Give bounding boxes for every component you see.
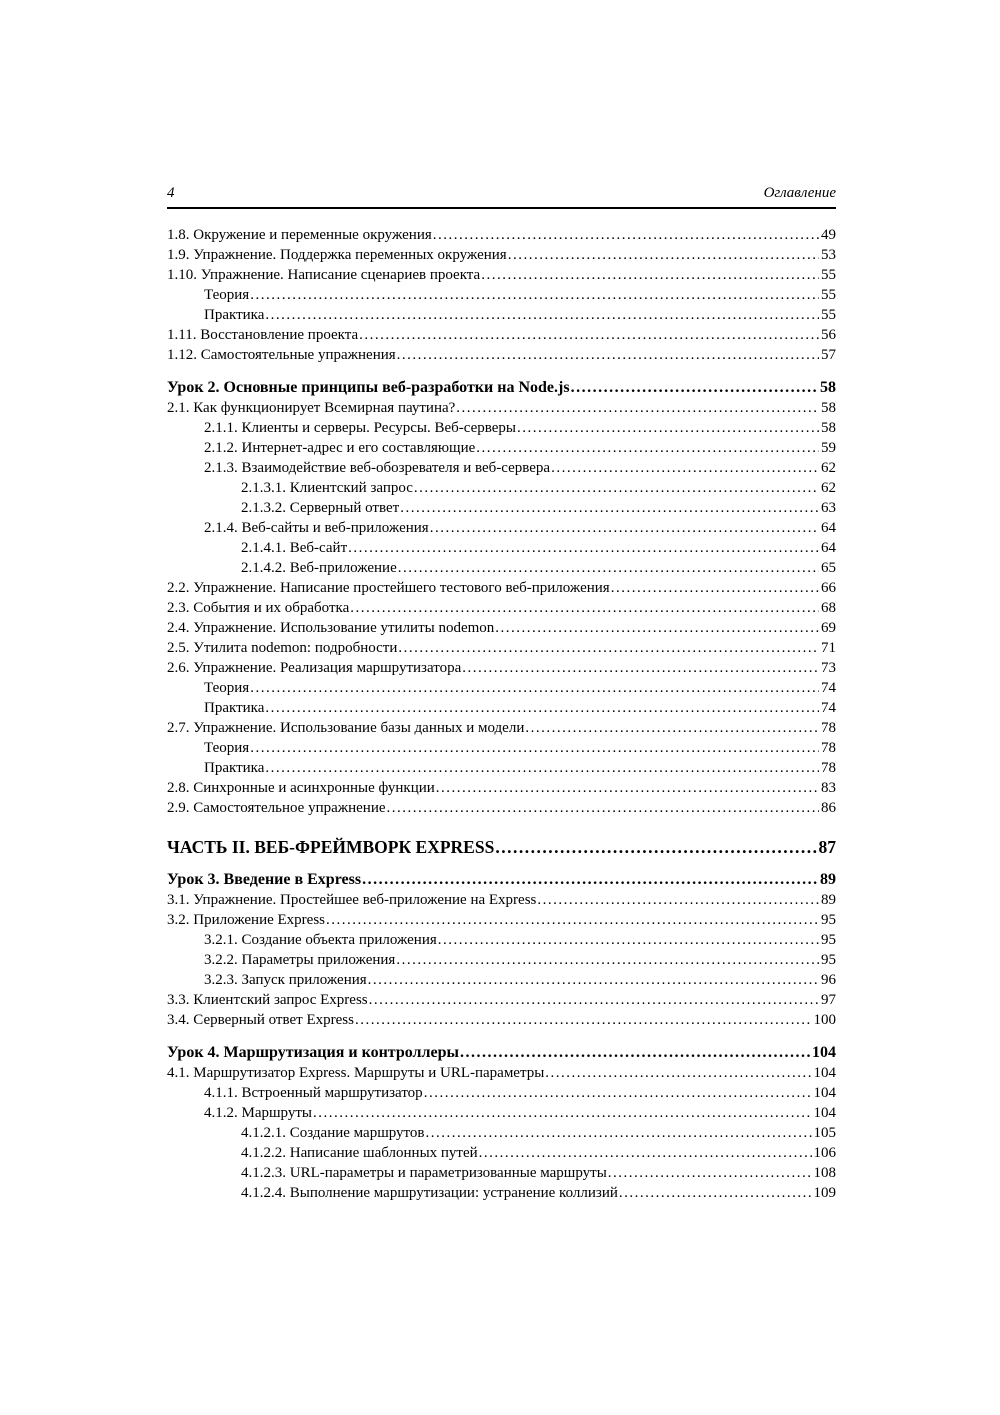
dot-leader [571,378,818,398]
toc-entry-page: 73 [821,660,836,676]
dot-leader [250,678,819,698]
toc-entry-label: 2.1.4.2. Веб-приложение [241,560,397,576]
toc-entry-page: 53 [821,247,836,263]
toc-entry-label: 2.4. Упражнение. Использование утилиты nodemon [167,620,495,636]
toc-entry-page: 95 [821,952,836,968]
toc-entry-label: 2.5. Утилита nodemon: подробности [167,640,398,656]
toc-entry [167,438,836,458]
toc-entry-page: 100 [813,1012,836,1028]
page-number: 4 [167,185,175,201]
toc-entry-label: 4.1. Маршрутизатор Express. Маршруты и URL-параметры [167,1065,545,1081]
toc-entry [167,478,836,498]
toc-entry [167,698,836,718]
dot-leader [551,458,819,478]
toc-entry-page: 78 [821,760,836,776]
toc-entry [167,798,836,818]
toc-entry-page: 68 [821,600,836,616]
toc-entry-label: 2.1.1. Клиенты и серверы. Ресурсы. Веб-серверы [204,420,516,436]
toc-entry-label: 2.1.2. Интернет-адрес и его составляющие [204,440,476,456]
toc-entry-label: Теория [204,287,250,303]
dot-leader [250,285,819,305]
toc-entry-label: 2.1. Как функционирует Всемирная паутина? [167,400,456,416]
dot-leader [326,910,819,930]
dot-leader [414,478,819,498]
toc-entry [167,1103,836,1123]
toc-entry-label: 3.2.1. Создание объекта приложения [204,932,437,948]
toc-entry-label: 4.1.2. Маршруты [204,1105,312,1121]
toc-entry-page: 55 [821,267,836,283]
toc-entry-label: 4.1.2.3. URL-параметры и параметризованные маршруты [241,1165,607,1181]
toc-entry [167,970,836,990]
dot-leader [313,1103,812,1123]
dot-leader [462,658,819,678]
toc-entry-page: 55 [821,287,836,303]
dot-leader [369,990,819,1010]
toc-entry-page: 49 [821,227,836,243]
toc-entry [167,285,836,305]
toc-entry-page: 83 [821,780,836,796]
toc-entry-page: 58 [820,379,836,396]
toc-entry-label: 1.10. Упражнение. Написание сценариев проекта [167,267,481,283]
toc-entry-page: 108 [813,1165,836,1181]
toc-entry [167,1043,836,1063]
toc-entry-label: 2.9. Самостоятельное упражнение [167,800,386,816]
toc-entry-page: 95 [821,932,836,948]
dot-leader [545,1063,811,1083]
toc-entry [167,345,836,365]
dot-leader [348,538,819,558]
toc-entry [167,870,836,890]
dot-leader [495,837,816,857]
dot-leader [355,1010,812,1030]
toc-entry-label: ЧАСТЬ II. ВЕБ-ФРЕЙМВОРК EXPRESS [167,837,495,857]
toc-entry-page: 59 [821,440,836,456]
dot-leader [424,1083,812,1103]
toc-entry [167,1183,836,1203]
toc-entry-page: 104 [813,1105,836,1121]
dot-leader [495,618,819,638]
toc-entry-label: 2.1.3.2. Серверный ответ [241,500,400,516]
toc-entry-label: 4.1.2.1. Создание маршрутов [241,1125,425,1141]
page-header [167,185,836,207]
dot-leader [368,970,819,990]
toc-entry-label: 3.4. Серверный ответ Express [167,1012,354,1028]
toc-entry-page: 78 [821,740,836,756]
dot-leader [438,930,819,950]
dot-leader [481,265,819,285]
toc-entry-page: 64 [821,540,836,556]
toc-entry-page: 71 [821,640,836,656]
toc-entry-page: 87 [818,837,836,857]
toc-entry-page: 57 [821,347,836,363]
toc-entry-label: Теория [204,740,250,756]
toc-entry-page: 58 [821,400,836,416]
toc-entry-page: 74 [821,700,836,716]
toc-entry [167,518,836,538]
dot-leader [400,498,819,518]
toc-entry-label: 3.3. Клиентский запрос Express [167,992,368,1008]
toc-entry [167,618,836,638]
dot-leader [398,638,819,658]
toc-entry-label: Практика [204,700,265,716]
toc-entry-page: 104 [812,1044,836,1061]
toc-entry [167,498,836,518]
toc-entry [167,1010,836,1030]
dot-leader [476,438,819,458]
toc-entry-label: 1.9. Упражнение. Поддержка переменных окружения [167,247,507,263]
toc-entry-label: 4.1.2.2. Написание шаблонных путей [241,1145,478,1161]
toc-entry [167,598,836,618]
toc-entry [167,930,836,950]
toc-entry [167,758,836,778]
toc-entry-label: 2.6. Упражнение. Реализация маршрутизатора [167,660,462,676]
toc-entry-label: 4.1.1. Встроенный маршрутизатор [204,1085,423,1101]
dot-leader [359,325,819,345]
dot-leader [525,718,819,738]
toc-entry [167,1123,836,1143]
toc-entry-label: Практика [204,760,265,776]
toc-entry-label: 1.11. Восстановление проекта [167,327,359,343]
toc-entry-page: 66 [821,580,836,596]
dot-leader [608,1163,812,1183]
toc-entry-page: 105 [813,1125,836,1141]
toc-entry-page: 56 [821,327,836,343]
toc-entry-page: 62 [821,480,836,496]
toc-entry-page: 89 [821,892,836,908]
toc-entry [167,1163,836,1183]
toc-entry [167,1083,836,1103]
toc-entry-label: Практика [204,307,265,323]
toc-entry [167,265,836,285]
dot-leader [397,345,819,365]
toc-entry [167,558,836,578]
toc-entry [167,778,836,798]
toc-entry-page: 97 [821,992,836,1008]
dot-leader [265,758,819,778]
toc-entry-page: 74 [821,680,836,696]
toc-entry [167,378,836,398]
toc-list [167,225,836,1203]
dot-leader [517,418,819,438]
dot-leader [396,950,819,970]
toc-entry [167,718,836,738]
toc-entry-label: Урок 3. Введение в Express [167,871,362,888]
dot-leader [398,558,819,578]
toc-entry [167,1143,836,1163]
toc-entry-label: 2.7. Упражнение. Использование базы данных и модели [167,720,525,736]
toc-entry-page: 78 [821,720,836,736]
toc-entry [167,890,836,910]
toc-entry-page: 55 [821,307,836,323]
toc-entry-page: 104 [813,1065,836,1081]
toc-entry-label: 3.2.2. Параметры приложения [204,952,396,968]
toc-entry [167,910,836,930]
toc-entry-label: 3.2. Приложение Express [167,912,325,928]
toc-entry [167,638,836,658]
toc-entry-page: 104 [813,1085,836,1101]
dot-leader [426,1123,812,1143]
toc-entry-label: Урок 2. Основные принципы веб-разработки на Node.js [167,379,570,396]
toc-entry-label: Теория [204,680,250,696]
dot-leader [350,598,819,618]
toc-entry-label: 1.8. Окружение и переменные окружения [167,227,432,243]
dot-leader [265,305,819,325]
toc-entry-page: 65 [821,560,836,576]
toc-entry [167,245,836,265]
toc-entry [167,678,836,698]
toc-entry-page: 64 [821,520,836,536]
toc-entry-label: Урок 4. Маршрутизация и контроллеры [167,1044,459,1061]
dot-leader [619,1183,812,1203]
header-title: Оглавление [763,185,836,201]
toc-entry-label: 2.1.4. Веб-сайты и веб-приложения [204,520,429,536]
toc-entry [167,325,836,345]
dot-leader [250,738,819,758]
toc-entry [167,738,836,758]
toc-entry [167,1063,836,1083]
toc-entry [167,658,836,678]
toc-entry [167,538,836,558]
toc-entry-label: 2.3. События и их обработка [167,600,350,616]
toc-entry [167,458,836,478]
toc-entry-label: 2.8. Синхронные и асинхронные функции [167,780,435,796]
toc-entry-page: 63 [821,500,836,516]
toc-entry-page: 69 [821,620,836,636]
page-content [167,185,836,1203]
dot-leader [611,578,819,598]
toc-entry-label: 2.1.3.1. Клиентский запрос [241,480,413,496]
dot-leader [436,778,819,798]
toc-entry-page: 86 [821,800,836,816]
dot-leader [537,890,819,910]
toc-entry-page: 95 [821,912,836,928]
dot-leader [460,1043,810,1063]
toc-entry-label: 4.1.2.4. Выполнение маршрутизации: устранение коллизий [241,1185,618,1201]
dot-leader [433,225,819,245]
toc-entry [167,950,836,970]
toc-entry-label: 3.2.3. Запуск приложения [204,972,367,988]
header-rule [167,207,836,209]
toc-entry-page: 58 [821,420,836,436]
dot-leader [479,1143,812,1163]
toc-entry [167,578,836,598]
toc-entry-page: 62 [821,460,836,476]
dot-leader [430,518,819,538]
toc-entry [167,418,836,438]
toc-entry-label: 3.1. Упражнение. Простейшее веб-приложение на Express [167,892,537,908]
toc-entry-page: 106 [813,1145,836,1161]
toc-entry [167,398,836,418]
toc-entry-page: 96 [821,972,836,988]
toc-entry [167,990,836,1010]
toc-entry-page: 89 [820,871,836,888]
toc-entry-label: 2.2. Упражнение. Написание простейшего тестового веб-приложения [167,580,610,596]
dot-leader [265,698,819,718]
toc-entry-label: 2.1.3. Взаимодействие веб-обозревателя и веб-сервера [204,460,551,476]
dot-leader [456,398,819,418]
toc-entry [167,225,836,245]
toc-entry [167,837,836,857]
dot-leader [508,245,819,265]
toc-entry [167,305,836,325]
dot-leader [387,798,819,818]
toc-entry-label: 1.12. Самостоятельные упражнения [167,347,396,363]
toc-entry-page: 109 [813,1185,836,1201]
toc-entry-label: 2.1.4.1. Веб-сайт [241,540,348,556]
dot-leader [362,870,818,890]
